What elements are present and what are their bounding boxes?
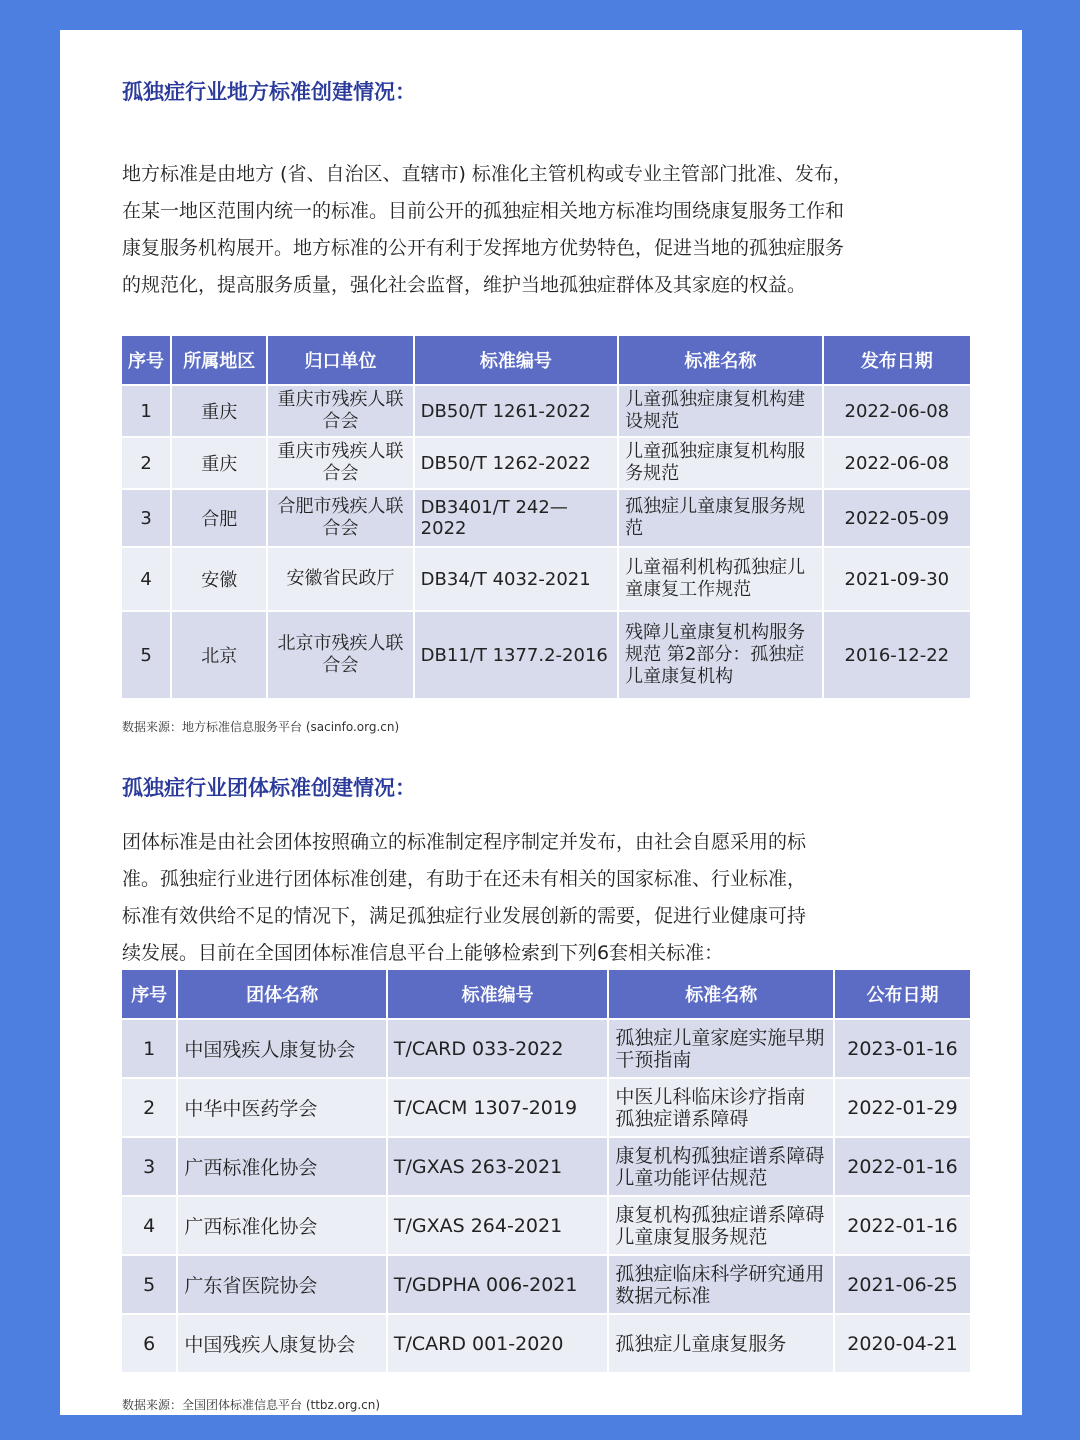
paragraph-line: 地方标准是由地方 (省、自治区、直辖市) 标准化主管机构或专业主管部门批准、发布， [122,163,852,185]
cell-code: T/CARD 033-2022 [388,1020,608,1077]
cell-no: 1 [122,1020,176,1077]
cell-org: 广东省医院协会 [178,1256,385,1313]
local-standards-table-wrap [122,334,972,735]
cell-no: 4 [122,548,170,610]
cell-date: 2022-01-16 [835,1197,970,1254]
table-row [122,438,970,488]
cell-date: 2021-06-25 [835,1256,970,1313]
intro-paragraph [122,156,972,304]
cell-unit: 安徽省民政厅 [268,548,412,610]
paragraph-line: 团体标准是由社会团体按照确立的标准制定程序制定并发布，由社会自愿采用的标 [122,831,807,853]
cell-date: 2022-01-16 [835,1138,970,1195]
table-row [122,548,970,610]
column-header: 序号 [122,970,176,1018]
table-row [122,612,970,698]
cell-name: 中医儿科临床诊疗指南 孤独症谱系障碍 [609,1079,833,1136]
cell-region: 合肥 [172,490,266,546]
cell-region: 北京 [172,612,266,698]
paragraph-line: 续发展。目前在全国团体标准信息平台上能够检索到下列6套相关标准： [122,942,724,964]
section-title: 孤独症行业地方标准创建情况： [122,80,416,104]
document-page [60,30,1022,1415]
cell-org: 中华中医药学会 [178,1079,385,1136]
cell-date: 2016-12-22 [824,612,970,698]
cell-code: DB50/T 1262-2022 [415,438,617,488]
table-row [122,1197,970,1254]
cell-date: 2021-09-30 [824,548,970,610]
cell-code: T/GXAS 263-2021 [388,1138,608,1195]
column-header: 标准名称 [619,336,821,384]
table-row [122,1020,970,1077]
cell-unit: 合肥市残疾人联合会 [268,490,412,546]
cell-date: 2022-06-08 [824,386,970,436]
table-row [122,1138,970,1195]
table-row [122,1256,970,1313]
cell-date: 2023-01-16 [835,1020,970,1077]
group-standards-table-wrap [122,968,972,1413]
section-group-standards [122,772,972,972]
column-header: 标准编号 [415,336,617,384]
cell-name: 孤独症临床科学研究通用数据元标准 [609,1256,833,1313]
cell-org: 广西标准化协会 [178,1197,385,1254]
section-title: 孤独症行业团体标准创建情况： [122,776,416,800]
column-header: 团体名称 [178,970,385,1018]
data-source-note: 数据来源：全国团体标准信息平台 (ttbz.org.cn) [122,1398,381,1412]
cell-name: 孤独症儿童康复服务规范 [619,490,821,546]
cell-unit: 重庆市残疾人联合会 [268,438,412,488]
local-standards-table [120,334,972,700]
paragraph-line: 在某一地区范围内统一的标准。目前公开的孤独症相关地方标准均围绕康复服务工作和 [122,200,845,222]
cell-no: 5 [122,1256,176,1313]
cell-no: 3 [122,490,170,546]
cell-region: 重庆 [172,386,266,436]
section-local-standards [122,76,972,304]
group-standards-table [120,968,972,1374]
column-header: 归口单位 [268,336,412,384]
cell-org: 广西标准化协会 [178,1138,385,1195]
column-header: 标准名称 [609,970,833,1018]
cell-date: 2022-06-08 [824,438,970,488]
column-header: 公布日期 [835,970,970,1018]
table-header-row [122,336,970,384]
cell-name: 儿童孤独症康复机构建设规范 [619,386,821,436]
cell-name: 残障儿童康复机构服务规范 第2部分：孤独症儿童康复机构 [619,612,821,698]
cell-name: 康复机构孤独症谱系障碍儿童功能评估规范 [609,1138,833,1195]
cell-date: 2022-01-29 [835,1079,970,1136]
cell-no: 4 [122,1197,176,1254]
column-header: 标准编号 [388,970,608,1018]
column-header: 发布日期 [824,336,970,384]
table-row [122,386,970,436]
table-row [122,1079,970,1136]
table-row [122,1315,970,1372]
cell-name: 孤独症儿童康复服务 [609,1315,833,1372]
cell-name: 孤独症儿童家庭实施早期干预指南 [609,1020,833,1077]
cell-date: 2022-05-09 [824,490,970,546]
paragraph-line: 康复服务机构展开。地方标准的公开有利于发挥地方优势特色，促进当地的孤独症服务 [122,237,845,259]
cell-no: 5 [122,612,170,698]
cell-no: 3 [122,1138,176,1195]
cell-code: T/CACM 1307-2019 [388,1079,608,1136]
cell-date: 2020-04-21 [835,1315,970,1372]
data-source-note: 数据来源：地方标准信息服务平台 (sacinfo.org.cn) [122,720,400,734]
paragraph-line: 的规范化，提高服务质量，强化社会监督，维护当地孤独症群体及其家庭的权益。 [122,274,807,296]
cell-code: DB3401/T 242—2022 [415,490,617,546]
cell-code: DB34/T 4032-2021 [415,548,617,610]
paragraph-line: 准。孤独症行业进行团体标准创建，有助于在还未有相关的国家标准、行业标准， [122,868,807,890]
cell-name: 儿童福利机构孤独症儿童康复工作规范 [619,548,821,610]
column-header: 序号 [122,336,170,384]
cell-no: 1 [122,386,170,436]
cell-region: 重庆 [172,438,266,488]
cell-code: T/CARD 001-2020 [388,1315,608,1372]
column-header: 所属地区 [172,336,266,384]
paragraph-line: 标准有效供给不足的情况下，满足孤独症行业发展创新的需要，促进行业健康可持 [122,905,807,927]
cell-name: 康复机构孤独症谱系障碍儿童康复服务规范 [609,1197,833,1254]
cell-code: T/GXAS 264-2021 [388,1197,608,1254]
cell-code: DB11/T 1377.2-2016 [415,612,617,698]
cell-unit: 北京市残疾人联合会 [268,612,412,698]
cell-unit: 重庆市残疾人联合会 [268,386,412,436]
cell-no: 2 [122,438,170,488]
cell-org: 中国残疾人康复协会 [178,1315,385,1372]
intro-paragraph [122,824,972,972]
cell-org: 中国残疾人康复协会 [178,1020,385,1077]
table-header-row [122,970,970,1018]
cell-code: T/GDPHA 006-2021 [388,1256,608,1313]
cell-name: 儿童孤独症康复机构服务规范 [619,438,821,488]
table-row [122,490,970,546]
cell-region: 安徽 [172,548,266,610]
cell-no: 6 [122,1315,176,1372]
cell-code: DB50/T 1261-2022 [415,386,617,436]
cell-no: 2 [122,1079,176,1136]
